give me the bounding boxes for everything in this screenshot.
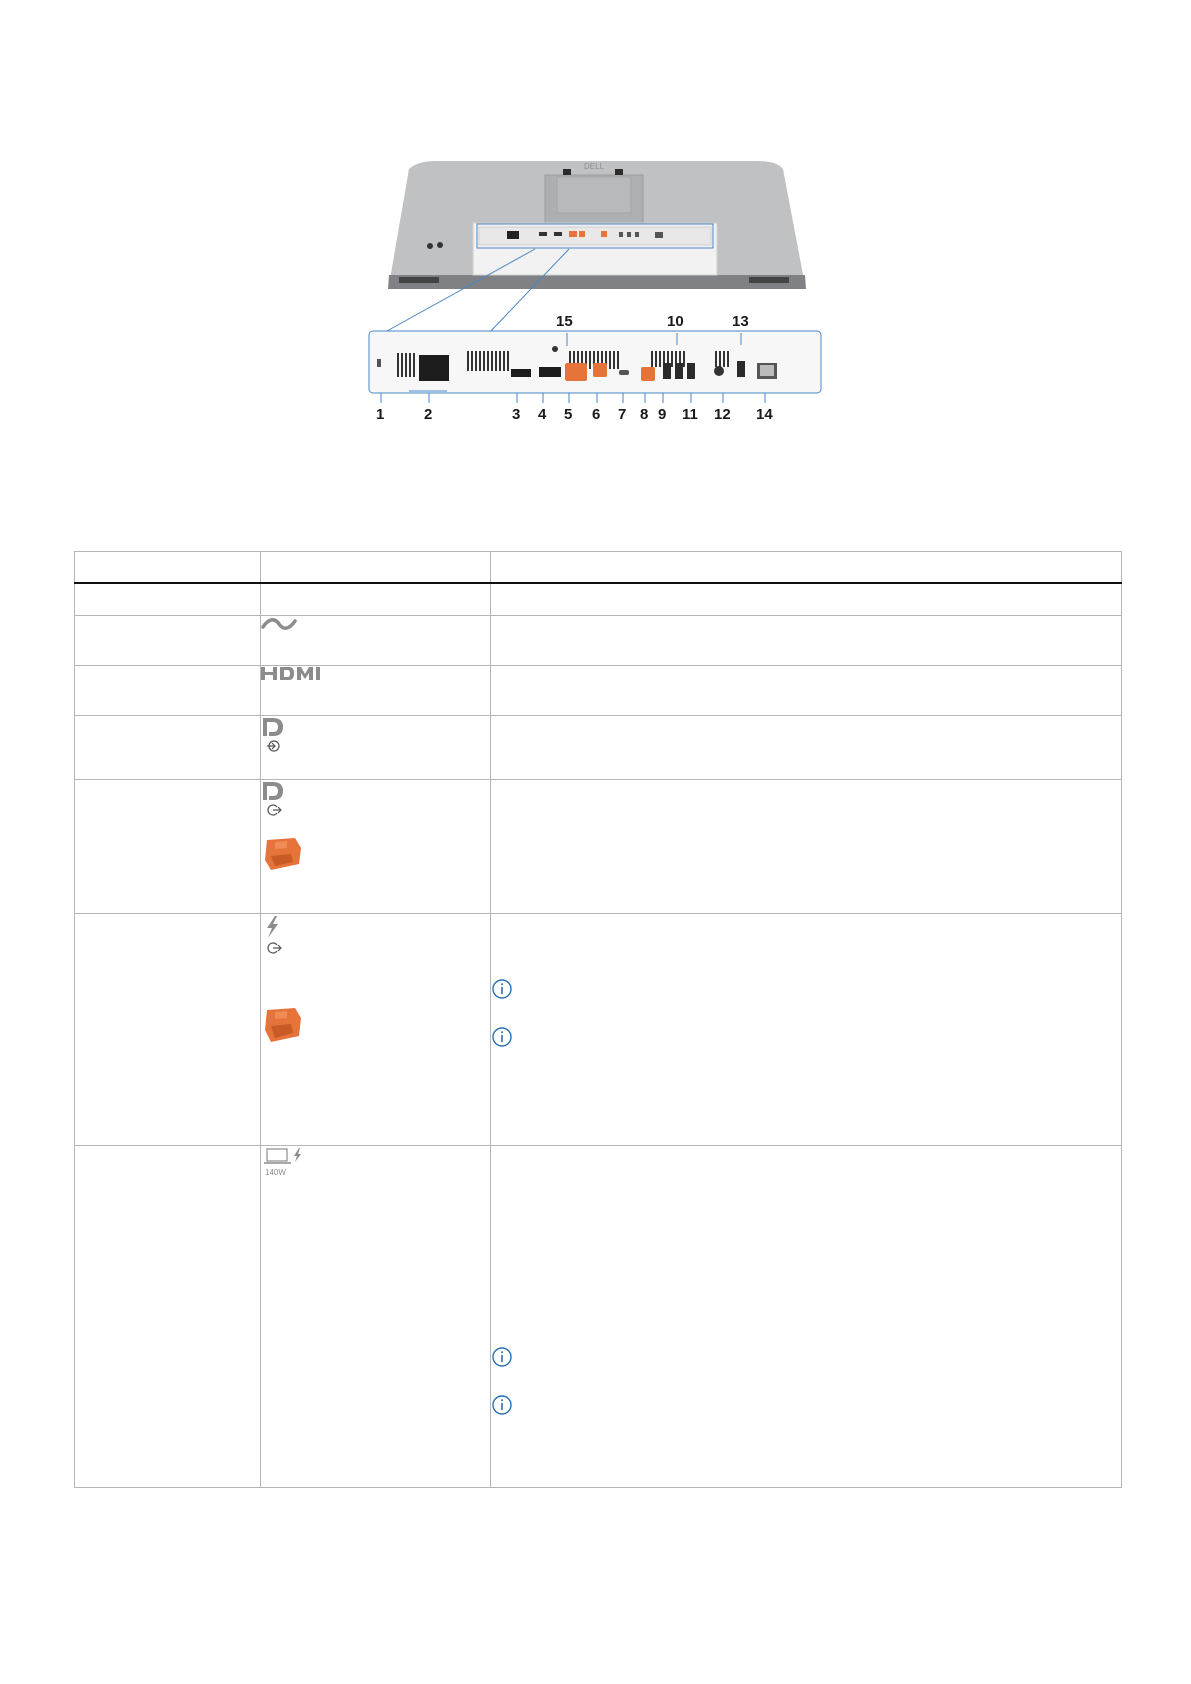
row-description-text — [491, 1146, 1121, 1346]
header-description — [491, 552, 1122, 584]
note-row — [491, 1394, 1121, 1416]
thunderbolt-out-icon — [261, 914, 291, 956]
row-description — [491, 615, 1122, 665]
callout-bottom-1: 1 — [376, 406, 385, 423]
info-icon — [491, 1394, 513, 1416]
info-icon — [491, 1026, 513, 1048]
row-description-text — [491, 914, 1121, 978]
callout-bottom-14: 14 — [756, 406, 773, 423]
row-label — [75, 1145, 261, 1487]
laptop-charge-icon — [261, 1146, 311, 1178]
row-description — [491, 665, 1122, 715]
callout-bottom-9: 9 — [658, 406, 667, 423]
hdmi-logo-icon — [261, 666, 331, 682]
row-label — [75, 615, 261, 665]
zoomed-port-panel — [369, 331, 821, 403]
orange-port-cap-icon — [261, 836, 305, 874]
note-row — [491, 1346, 1121, 1368]
table-header-row — [75, 552, 1122, 584]
row-description — [491, 715, 1122, 779]
header-label — [75, 552, 261, 584]
row-label — [75, 583, 261, 615]
row-icon-cell — [261, 665, 491, 715]
callout-bottom-11: 11 — [682, 406, 698, 423]
callout-bottom-8: 8 — [640, 406, 649, 423]
callout-bottom-12: 12 — [714, 406, 731, 423]
row-icon-cell — [261, 779, 491, 913]
callout-bottom-4: 4 — [538, 406, 547, 423]
callout-bottom-3: 3 — [512, 406, 521, 423]
table-row — [75, 779, 1122, 913]
row-icon-cell — [261, 583, 491, 615]
row-description — [491, 913, 1122, 1145]
row-description — [491, 583, 1122, 615]
row-label — [75, 779, 261, 913]
table-row — [75, 665, 1122, 715]
callout-top-15: 15 — [556, 313, 573, 330]
info-icon — [491, 1346, 513, 1368]
row-icon-cell — [261, 715, 491, 779]
table-row — [75, 1145, 1122, 1487]
callout-bottom-7: 7 — [618, 406, 627, 423]
row-icon-cell — [261, 1145, 491, 1487]
row-description — [491, 779, 1122, 913]
row-icon-cell — [261, 913, 491, 1145]
power-tilde-icon — [261, 616, 297, 634]
callout-bottom-6: 6 — [592, 406, 601, 423]
monitor-rear-illustration — [357, 157, 833, 465]
row-label — [75, 715, 261, 779]
header-icon — [261, 552, 491, 584]
callout-bottom-2: 2 — [424, 406, 433, 423]
ports-table — [74, 551, 1122, 1488]
table-row — [75, 583, 1122, 615]
monitor-back-photo — [388, 161, 806, 289]
callout-top-13: 13 — [732, 313, 749, 330]
dell-logo: DELL — [584, 162, 605, 171]
note-row — [491, 978, 1121, 1000]
row-description — [491, 1145, 1122, 1487]
info-icon — [491, 978, 513, 1000]
row-label — [75, 913, 261, 1145]
callout-bottom-5: 5 — [564, 406, 573, 423]
orange-port-cap-icon — [261, 1006, 305, 1046]
note-row — [491, 1026, 1121, 1048]
row-icon-cell — [261, 615, 491, 665]
wattage-label: 140W — [265, 1167, 286, 1177]
displayport-in-icon — [261, 716, 291, 752]
table-row — [75, 913, 1122, 1145]
callout-top-10: 10 — [667, 313, 684, 330]
row-label — [75, 665, 261, 715]
displayport-out-icon — [261, 780, 291, 816]
table-row — [75, 615, 1122, 665]
table-row — [75, 715, 1122, 779]
monitor-rear-figure — [357, 157, 833, 465]
